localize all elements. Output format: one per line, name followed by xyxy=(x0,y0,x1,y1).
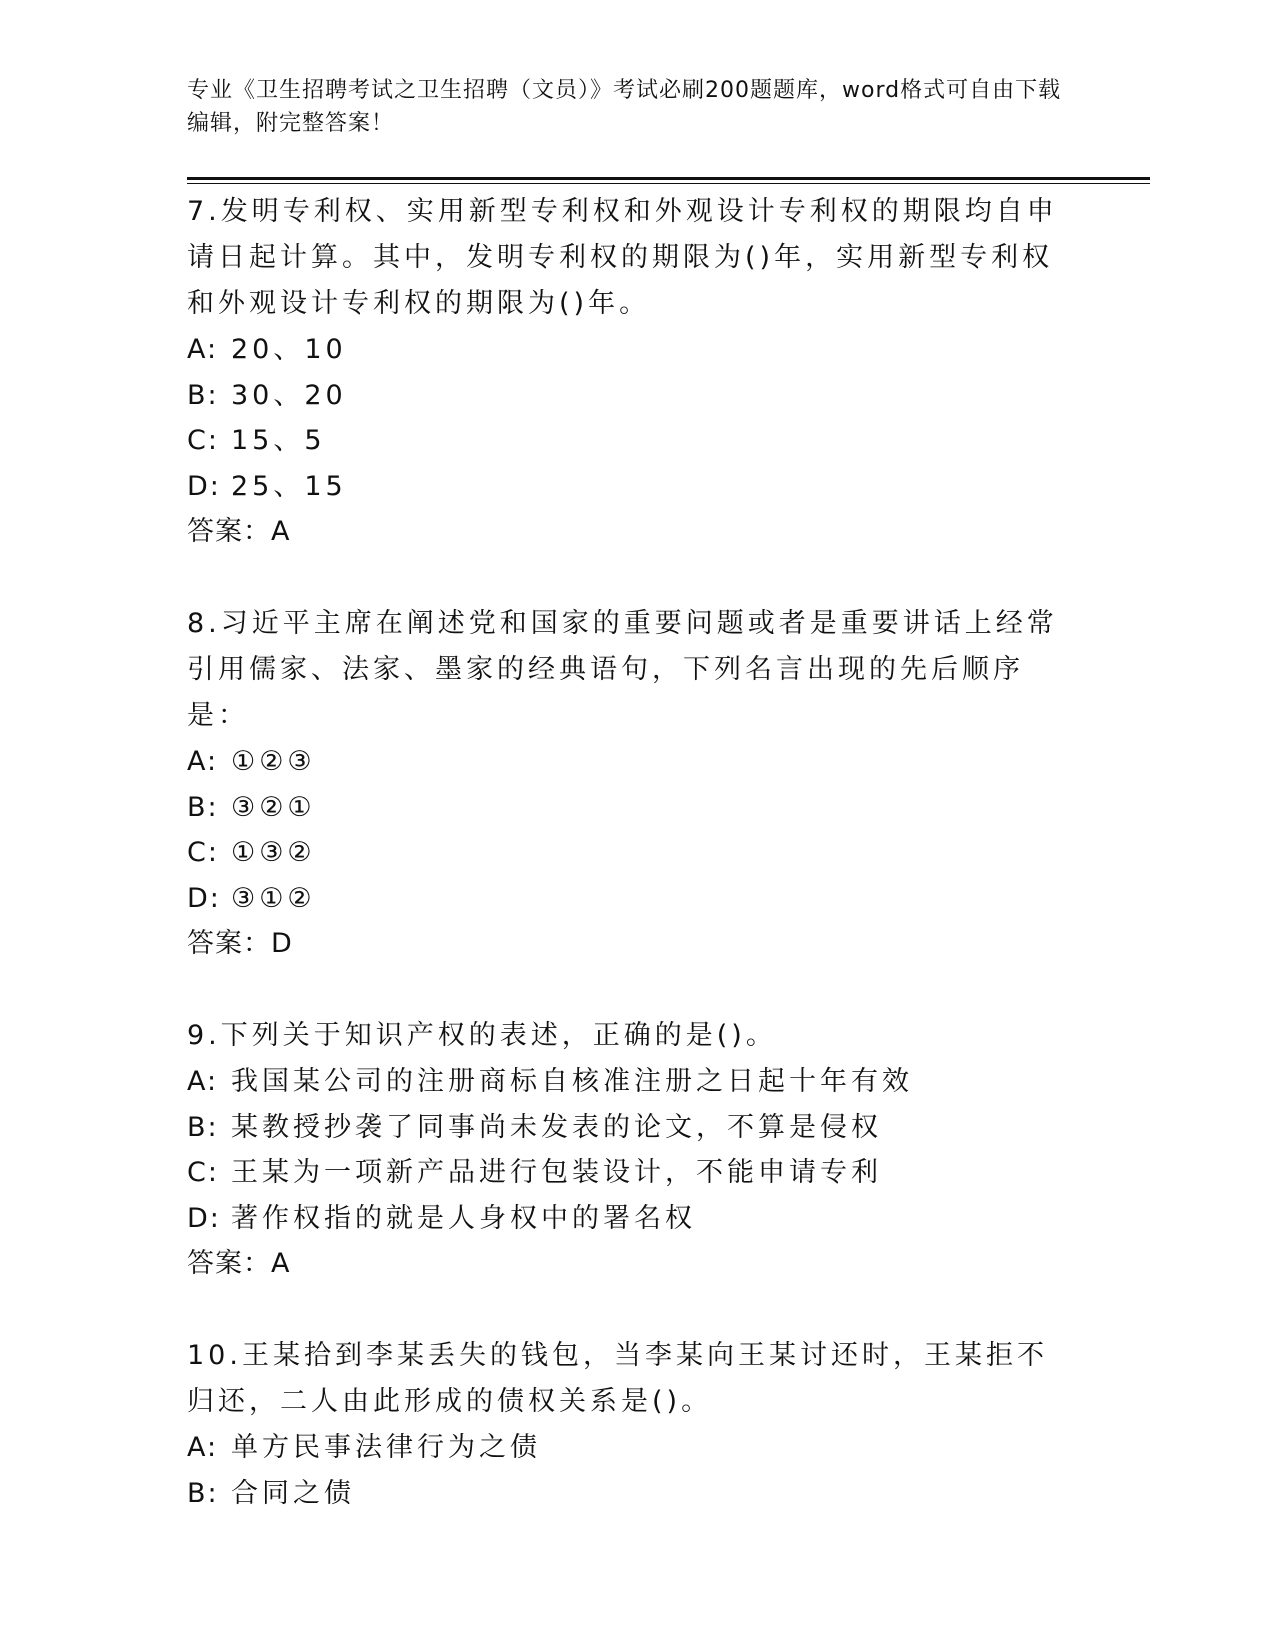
option-letter: C: xyxy=(187,425,219,456)
question-list xyxy=(187,189,1067,1562)
header-divider-thin xyxy=(187,183,1150,184)
option-c xyxy=(187,1150,1067,1196)
option-letter: B: xyxy=(187,1477,219,1509)
option-letter: B: xyxy=(187,379,219,411)
option-letter: C: xyxy=(187,1157,219,1188)
option-text: 25、15 xyxy=(231,470,347,502)
option-letter: D: xyxy=(187,1202,221,1234)
question-stem: 8.习近平主席在阐述党和国家的重要问题或者是重要讲话上经常引用儒家、法家、墨家的经典语句，下列名言出现的先后顺序是： xyxy=(187,608,1058,731)
header-divider-thick xyxy=(187,177,1150,180)
option-letter: B: xyxy=(187,791,219,823)
option-d xyxy=(187,1196,1067,1242)
option-letter: B: xyxy=(187,1111,219,1143)
option-c xyxy=(187,418,1067,464)
option-text: ③①② xyxy=(231,882,316,914)
option-a xyxy=(187,327,1067,373)
option-letter: D: xyxy=(187,882,221,914)
option-letter: A: xyxy=(187,1066,219,1097)
option-letter: A: xyxy=(187,334,219,365)
option-b xyxy=(187,1105,1067,1151)
option-letter: C: xyxy=(187,837,219,868)
answer-line: 答案：D xyxy=(187,928,293,959)
option-a xyxy=(187,1425,1067,1471)
question-8 xyxy=(187,601,1067,967)
option-text: 王某为一项新产品进行包装设计，不能申请专利 xyxy=(231,1157,882,1188)
option-text: 我国某公司的注册商标自核准注册之日起十年有效 xyxy=(231,1066,913,1097)
option-letter: A: xyxy=(187,1432,219,1463)
option-text: 合同之债 xyxy=(231,1477,355,1509)
question-9 xyxy=(187,1013,1067,1287)
option-text: ③②① xyxy=(231,791,316,823)
option-a xyxy=(187,1059,1067,1105)
option-b xyxy=(187,373,1067,419)
option-text: 某教授抄袭了同事尚未发表的论文，不算是侵权 xyxy=(231,1111,882,1143)
option-text: 著作权指的就是人身权中的署名权 xyxy=(231,1202,696,1234)
option-text: 15、5 xyxy=(231,425,326,456)
option-d xyxy=(187,464,1067,510)
question-stem: 10.王某拾到李某丢失的钱包，当李某向王某讨还时，王某拒不归还，二人由此形成的债权关系是()。 xyxy=(187,1340,1048,1417)
option-text: 20、10 xyxy=(231,334,347,365)
option-letter: D: xyxy=(187,470,221,502)
option-text: 单方民事法律行为之债 xyxy=(231,1432,541,1463)
answer-line: 答案：A xyxy=(187,1248,291,1279)
answer-line: 答案：A xyxy=(187,516,291,547)
option-b xyxy=(187,785,1067,831)
option-letter: A: xyxy=(187,746,219,777)
option-d xyxy=(187,876,1067,922)
option-a xyxy=(187,739,1067,785)
option-text: ①③② xyxy=(231,837,316,868)
option-text: 30、20 xyxy=(231,379,347,411)
option-c xyxy=(187,830,1067,876)
question-stem: 9.下列关于知识产权的表述，正确的是()。 xyxy=(187,1020,777,1051)
question-10 xyxy=(187,1333,1067,1516)
option-text: ①②③ xyxy=(231,746,316,777)
question-7 xyxy=(187,189,1067,555)
option-b xyxy=(187,1471,1067,1517)
document-header: 专业《卫生招聘考试之卫生招聘（文员）》考试必刷200题题库，word格式可自由下载编辑，附完整答案！ xyxy=(187,78,1062,136)
question-stem: 7.发明专利权、实用新型专利权和外观设计专利权的期限均自申请日起计算。其中，发明专利权的期限为()年，实用新型专利权和外观设计专利权的期限为()年。 xyxy=(187,196,1058,319)
